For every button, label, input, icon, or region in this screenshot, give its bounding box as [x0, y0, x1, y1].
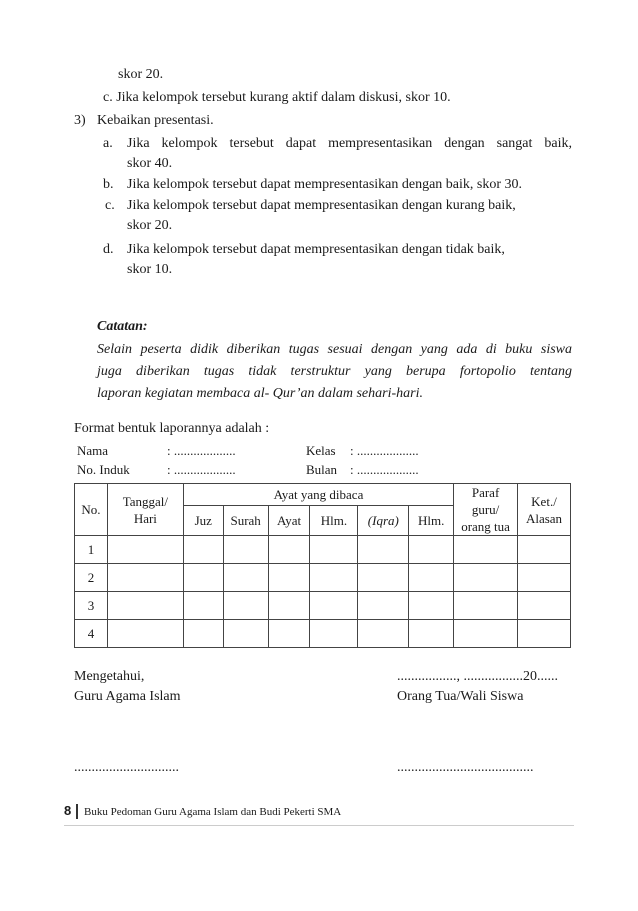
row-number: 4: [75, 620, 108, 648]
table-row: [75, 592, 571, 620]
induk-value: : ...................: [167, 462, 236, 477]
item-d-cont: skor 10.: [127, 262, 173, 277]
induk-label: No. Induk: [77, 462, 130, 477]
kelas-value: : ...................: [350, 443, 419, 458]
table-row: [75, 536, 571, 564]
format-intro: Format bentuk laporannya adalah :: [74, 421, 270, 436]
sub-juz: Juz: [183, 506, 223, 536]
note-heading: Catatan:: [97, 319, 148, 334]
table-row: [75, 564, 571, 592]
nama-value: : ...................: [167, 443, 236, 458]
reading-log-table: [74, 483, 571, 648]
sub-hlm-2: Hlm.: [409, 506, 454, 536]
section-number: 3): [74, 113, 86, 128]
header-paraf: Paraf guru/ orang tua: [454, 484, 518, 536]
score-item-c: c. Jika kelompok tersebut kurang aktif dalam diskusi, skor 10.: [103, 90, 451, 105]
row-number: 2: [75, 564, 108, 592]
sub-hlm: Hlm.: [310, 506, 358, 536]
sign-right-1: ................., .................20......: [397, 669, 558, 684]
footer-rule: [64, 825, 574, 826]
bulan-value: : ...................: [350, 462, 419, 477]
item-d-mark: d.: [103, 242, 114, 257]
sign-left-dots: ..............................: [74, 760, 179, 775]
item-c-mark: c.: [105, 198, 115, 213]
note-line-1: Selain peserta didik diberikan tugas sesuai dengan yang ada di buku siswa: [97, 342, 572, 357]
sub-iqra: (Iqra): [358, 506, 409, 536]
table-row: [75, 620, 571, 648]
item-a-text: Jika kelompok tersebut dapat mempresentasikan dengan sangat baik,: [127, 136, 572, 151]
header-no: No.: [75, 484, 108, 536]
header-tanggal: Tanggal/ Hari: [107, 484, 183, 536]
sub-ayat: Ayat: [268, 506, 310, 536]
item-a-cont: skor 40.: [127, 156, 173, 171]
sign-right-dots: .......................................: [397, 760, 534, 775]
item-c-cont: skor 20.: [127, 218, 173, 233]
footer-divider: [76, 804, 78, 819]
item-b-text: Jika kelompok tersebut dapat mempresentasikan dengan baik, skor 30.: [127, 177, 523, 192]
item-a-mark: a.: [103, 136, 113, 151]
header-ket: Ket./ Alasan: [517, 484, 570, 536]
section-title: Kebaikan presentasi.: [97, 113, 214, 128]
sign-right-2: Orang Tua/Wali Siswa: [397, 689, 524, 704]
item-d-text: Jika kelompok tersebut dapat mempresentasikan dengan tidak baik,: [127, 242, 505, 257]
row-number: 1: [75, 536, 108, 564]
bulan-label: Bulan: [306, 462, 338, 477]
item-b-mark: b.: [103, 177, 114, 192]
kelas-label: Kelas: [306, 443, 336, 458]
footer-book-title: Buku Pedoman Guru Agama Islam dan Budi Pekerti SMA: [84, 806, 342, 818]
sub-surah: Surah: [223, 506, 268, 536]
item-c-text: Jika kelompok tersebut dapat mempresentasikan dengan kurang baik,: [127, 198, 516, 213]
score-line: skor 20.: [118, 67, 164, 82]
note-line-3: laporan kegiatan membaca al- Qur’an dalam sehari-hari.: [97, 386, 423, 401]
row-number: 3: [75, 592, 108, 620]
page-number: 8: [64, 803, 72, 818]
header-ayat: Ayat yang dibaca: [183, 484, 453, 506]
note-line-2: juga diberikan tugas tidak terstruktur yang berupa fortopolio tentang: [97, 364, 572, 379]
sign-left-1: Mengetahui,: [74, 669, 145, 684]
sign-left-2: Guru Agama Islam: [74, 689, 181, 704]
nama-label: Nama: [77, 443, 109, 458]
